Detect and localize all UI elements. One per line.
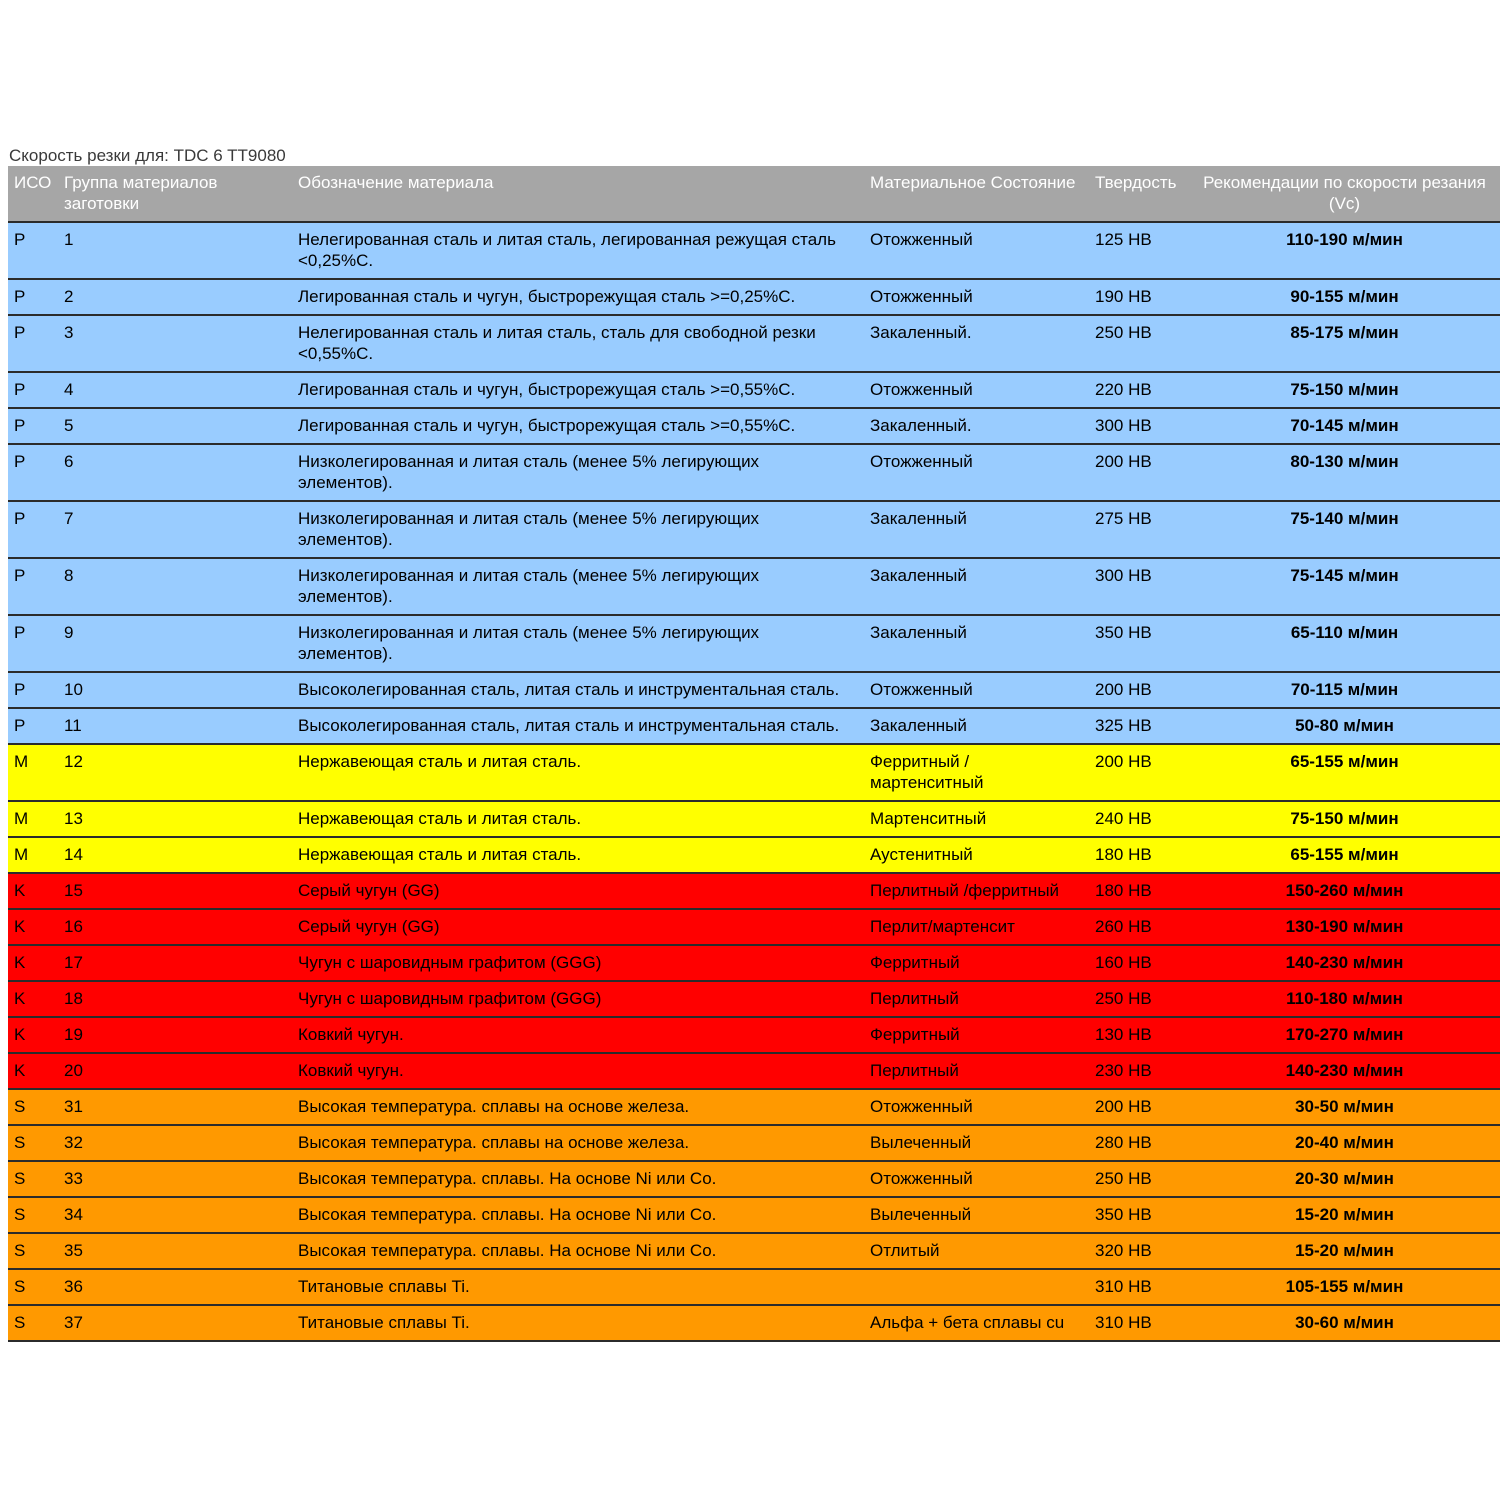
cell-hardness: 300 HB <box>1089 558 1189 615</box>
cell-group: 6 <box>58 444 292 501</box>
cell-state: Закаленный. <box>864 408 1089 444</box>
cell-designation: Ковкий чугун. <box>292 1053 864 1089</box>
cell-state: Вылеченный <box>864 1197 1089 1233</box>
cell-designation: Легированная сталь и чугун, быстрорежущая сталь >=0,25%С. <box>292 279 864 315</box>
cell-speed: 75-150 м/мин <box>1189 372 1500 408</box>
cell-speed: 150-260 м/мин <box>1189 873 1500 909</box>
cell-designation: Чугун с шаровидным графитом (GGG) <box>292 945 864 981</box>
table-row <box>8 837 1500 873</box>
cell-hardness: 250 HB <box>1089 315 1189 372</box>
cell-group: 11 <box>58 708 292 744</box>
table-row <box>8 222 1500 279</box>
cell-iso: P <box>8 708 58 744</box>
cell-iso: K <box>8 981 58 1017</box>
cell-designation: Титановые сплавы Ti. <box>292 1269 864 1305</box>
header-designation: Обозначение материала <box>292 166 864 222</box>
cell-iso: K <box>8 1017 58 1053</box>
cell-hardness: 200 HB <box>1089 1089 1189 1125</box>
table-row <box>8 1269 1500 1305</box>
table-row <box>8 558 1500 615</box>
table-row <box>8 372 1500 408</box>
cell-speed: 105-155 м/мин <box>1189 1269 1500 1305</box>
cutting-speed-table <box>8 166 1500 1342</box>
cell-designation: Высоколегированная сталь, литая сталь и инструментальная сталь. <box>292 708 864 744</box>
table-row <box>8 501 1500 558</box>
cell-iso: P <box>8 672 58 708</box>
cell-state: Отожженный <box>864 444 1089 501</box>
cell-designation: Высокая температура. сплавы на основе железа. <box>292 1125 864 1161</box>
cell-speed: 50-80 м/мин <box>1189 708 1500 744</box>
cell-speed: 20-30 м/мин <box>1189 1161 1500 1197</box>
table-row <box>8 1233 1500 1269</box>
cell-state: Вылеченный <box>864 1125 1089 1161</box>
cell-hardness: 200 HB <box>1089 744 1189 801</box>
cell-designation: Ковкий чугун. <box>292 1017 864 1053</box>
cell-iso: P <box>8 444 58 501</box>
cell-group: 34 <box>58 1197 292 1233</box>
cell-hardness: 180 HB <box>1089 873 1189 909</box>
cell-iso: S <box>8 1305 58 1341</box>
cell-state: Отожженный <box>864 1089 1089 1125</box>
cell-iso: M <box>8 801 58 837</box>
cell-iso: K <box>8 909 58 945</box>
cell-hardness: 250 HB <box>1089 981 1189 1017</box>
table-row <box>8 981 1500 1017</box>
table-row <box>8 744 1500 801</box>
cell-hardness: 250 HB <box>1089 1161 1189 1197</box>
cell-hardness: 310 HB <box>1089 1305 1189 1341</box>
cell-designation: Нержавеющая сталь и литая сталь. <box>292 801 864 837</box>
cell-iso: P <box>8 558 58 615</box>
cell-state: Отожженный <box>864 372 1089 408</box>
cell-iso: M <box>8 837 58 873</box>
table-row <box>8 408 1500 444</box>
cell-speed: 75-145 м/мин <box>1189 558 1500 615</box>
header-group: Группа материалов заготовки <box>58 166 292 222</box>
table-row <box>8 1161 1500 1197</box>
table-row <box>8 1053 1500 1089</box>
cell-state: Отлитый <box>864 1233 1089 1269</box>
table-row <box>8 1125 1500 1161</box>
cell-group: 2 <box>58 279 292 315</box>
header-state: Материальное Состояние <box>864 166 1089 222</box>
table-row <box>8 1017 1500 1053</box>
cell-hardness: 310 HB <box>1089 1269 1189 1305</box>
cell-hardness: 220 HB <box>1089 372 1189 408</box>
cell-iso: S <box>8 1233 58 1269</box>
table-row <box>8 801 1500 837</box>
cell-speed: 75-140 м/мин <box>1189 501 1500 558</box>
cell-iso: K <box>8 1053 58 1089</box>
cell-state: Альфа + бета сплавы cu <box>864 1305 1089 1341</box>
cell-hardness: 180 HB <box>1089 837 1189 873</box>
cell-group: 33 <box>58 1161 292 1197</box>
cell-speed: 170-270 м/мин <box>1189 1017 1500 1053</box>
cell-iso: P <box>8 615 58 672</box>
cell-state: Закаленный <box>864 708 1089 744</box>
cell-designation: Низколегированная и литая сталь (менее 5% легирующих элементов). <box>292 444 864 501</box>
cell-group: 3 <box>58 315 292 372</box>
cell-hardness: 200 HB <box>1089 444 1189 501</box>
cell-hardness: 280 HB <box>1089 1125 1189 1161</box>
cell-speed: 65-110 м/мин <box>1189 615 1500 672</box>
cell-group: 12 <box>58 744 292 801</box>
table-row <box>8 1305 1500 1341</box>
cell-hardness: 350 HB <box>1089 615 1189 672</box>
cell-hardness: 130 HB <box>1089 1017 1189 1053</box>
table-row <box>8 279 1500 315</box>
cell-iso: P <box>8 408 58 444</box>
cell-iso: P <box>8 279 58 315</box>
cell-hardness: 300 HB <box>1089 408 1189 444</box>
cell-speed: 65-155 м/мин <box>1189 744 1500 801</box>
header-hardness: Твердость <box>1089 166 1189 222</box>
cell-state: Закаленный <box>864 615 1089 672</box>
cell-group: 16 <box>58 909 292 945</box>
cell-speed: 140-230 м/мин <box>1189 945 1500 981</box>
cell-group: 7 <box>58 501 292 558</box>
cell-group: 19 <box>58 1017 292 1053</box>
cell-iso: P <box>8 501 58 558</box>
table-row <box>8 909 1500 945</box>
cell-state: Ферритный <box>864 1017 1089 1053</box>
cell-speed: 65-155 м/мин <box>1189 837 1500 873</box>
cell-state: Закаленный <box>864 501 1089 558</box>
table-body <box>8 222 1500 1341</box>
cell-group: 18 <box>58 981 292 1017</box>
table-row <box>8 945 1500 981</box>
cell-designation: Серый чугун (GG) <box>292 909 864 945</box>
cell-state: Перлитный <box>864 1053 1089 1089</box>
cell-hardness: 260 HB <box>1089 909 1189 945</box>
cell-group: 4 <box>58 372 292 408</box>
cell-designation: Нелегированная сталь и литая сталь, сталь для свободной резки <0,55%С. <box>292 315 864 372</box>
cell-designation: Высоколегированная сталь, литая сталь и инструментальная сталь. <box>292 672 864 708</box>
cell-group: 5 <box>58 408 292 444</box>
cell-state: Перлитный /ферритный <box>864 873 1089 909</box>
cell-designation: Нержавеющая сталь и литая сталь. <box>292 744 864 801</box>
cell-hardness: 230 HB <box>1089 1053 1189 1089</box>
cell-designation: Нержавеющая сталь и литая сталь. <box>292 837 864 873</box>
cell-group: 20 <box>58 1053 292 1089</box>
cell-iso: S <box>8 1089 58 1125</box>
cell-group: 10 <box>58 672 292 708</box>
cell-designation: Высокая температура. сплавы. На основе Ni или Co. <box>292 1161 864 1197</box>
cell-group: 17 <box>58 945 292 981</box>
cell-state: Отожженный <box>864 222 1089 279</box>
cell-speed: 70-115 м/мин <box>1189 672 1500 708</box>
cell-speed: 75-150 м/мин <box>1189 801 1500 837</box>
cell-designation: Нелегированная сталь и литая сталь, легированная режущая сталь <0,25%С. <box>292 222 864 279</box>
cell-group: 1 <box>58 222 292 279</box>
cell-speed: 130-190 м/мин <box>1189 909 1500 945</box>
table-row <box>8 708 1500 744</box>
table-row <box>8 1197 1500 1233</box>
cell-speed: 70-145 м/мин <box>1189 408 1500 444</box>
cell-iso: M <box>8 744 58 801</box>
table-row <box>8 873 1500 909</box>
table-row <box>8 315 1500 372</box>
cell-iso: K <box>8 873 58 909</box>
header-recommendation: Рекомендации по скорости резания (Vc) <box>1189 166 1500 222</box>
cell-designation: Низколегированная и литая сталь (менее 5% легирующих элементов). <box>292 558 864 615</box>
cell-hardness: 125 HB <box>1089 222 1189 279</box>
cell-hardness: 350 HB <box>1089 1197 1189 1233</box>
cell-state: Мартенситный <box>864 801 1089 837</box>
cell-group: 35 <box>58 1233 292 1269</box>
cell-hardness: 325 HB <box>1089 708 1189 744</box>
cell-designation: Легированная сталь и чугун, быстрорежущая сталь >=0,55%С. <box>292 372 864 408</box>
cell-hardness: 320 HB <box>1089 1233 1189 1269</box>
cell-state: Ферритный / мартенситный <box>864 744 1089 801</box>
cell-state: Отожженный <box>864 279 1089 315</box>
cell-group: 8 <box>58 558 292 615</box>
cell-speed: 85-175 м/мин <box>1189 315 1500 372</box>
cell-designation: Высокая температура. сплавы. На основе Ni или Co. <box>292 1197 864 1233</box>
cell-state: Отожженный <box>864 1161 1089 1197</box>
cell-group: 37 <box>58 1305 292 1341</box>
cell-speed: 30-50 м/мин <box>1189 1089 1500 1125</box>
cell-designation: Низколегированная и литая сталь (менее 5% легирующих элементов). <box>292 615 864 672</box>
header-iso: ИСО <box>8 166 58 222</box>
table-row <box>8 1089 1500 1125</box>
cell-state: Отожженный <box>864 672 1089 708</box>
cell-iso: S <box>8 1197 58 1233</box>
cell-speed: 110-180 м/мин <box>1189 981 1500 1017</box>
cell-iso: S <box>8 1161 58 1197</box>
cell-hardness: 275 HB <box>1089 501 1189 558</box>
cell-designation: Высокая температура. сплавы. На основе Ni или Co. <box>292 1233 864 1269</box>
table-row <box>8 444 1500 501</box>
cell-state: Закаленный. <box>864 315 1089 372</box>
cell-designation: Серый чугун (GG) <box>292 873 864 909</box>
cell-state: Аустенитный <box>864 837 1089 873</box>
cell-speed: 140-230 м/мин <box>1189 1053 1500 1089</box>
cell-state <box>864 1269 1089 1305</box>
cell-hardness: 190 HB <box>1089 279 1189 315</box>
table-row <box>8 672 1500 708</box>
cell-designation: Высокая температура. сплавы на основе железа. <box>292 1089 864 1125</box>
cell-speed: 20-40 м/мин <box>1189 1125 1500 1161</box>
cell-designation: Чугун с шаровидным графитом (GGG) <box>292 981 864 1017</box>
cell-speed: 15-20 м/мин <box>1189 1197 1500 1233</box>
cell-iso: P <box>8 222 58 279</box>
cell-group: 31 <box>58 1089 292 1125</box>
cell-iso: P <box>8 315 58 372</box>
cell-designation: Низколегированная и литая сталь (менее 5% легирующих элементов). <box>292 501 864 558</box>
cell-state: Закаленный <box>864 558 1089 615</box>
cell-state: Перлит/мартенсит <box>864 909 1089 945</box>
cell-hardness: 200 HB <box>1089 672 1189 708</box>
cell-speed: 15-20 м/мин <box>1189 1233 1500 1269</box>
cell-group: 36 <box>58 1269 292 1305</box>
cell-iso: P <box>8 372 58 408</box>
cell-hardness: 240 HB <box>1089 801 1189 837</box>
cell-iso: S <box>8 1125 58 1161</box>
table-header-row <box>8 166 1500 222</box>
cell-speed: 90-155 м/мин <box>1189 279 1500 315</box>
cell-state: Перлитный <box>864 981 1089 1017</box>
cell-speed: 110-190 м/мин <box>1189 222 1500 279</box>
cell-hardness: 160 HB <box>1089 945 1189 981</box>
cell-designation: Легированная сталь и чугун, быстрорежущая сталь >=0,55%С. <box>292 408 864 444</box>
table-caption: Скорость резки для: TDC 6 TT9080 <box>9 146 286 165</box>
cell-group: 13 <box>58 801 292 837</box>
cell-speed: 30-60 м/мин <box>1189 1305 1500 1341</box>
cell-state: Ферритный <box>864 945 1089 981</box>
table-row <box>8 615 1500 672</box>
cell-designation: Титановые сплавы Ti. <box>292 1305 864 1341</box>
cell-iso: K <box>8 945 58 981</box>
cell-speed: 80-130 м/мин <box>1189 444 1500 501</box>
cell-group: 9 <box>58 615 292 672</box>
cell-iso: S <box>8 1269 58 1305</box>
cell-group: 14 <box>58 837 292 873</box>
cell-group: 15 <box>58 873 292 909</box>
cell-group: 32 <box>58 1125 292 1161</box>
